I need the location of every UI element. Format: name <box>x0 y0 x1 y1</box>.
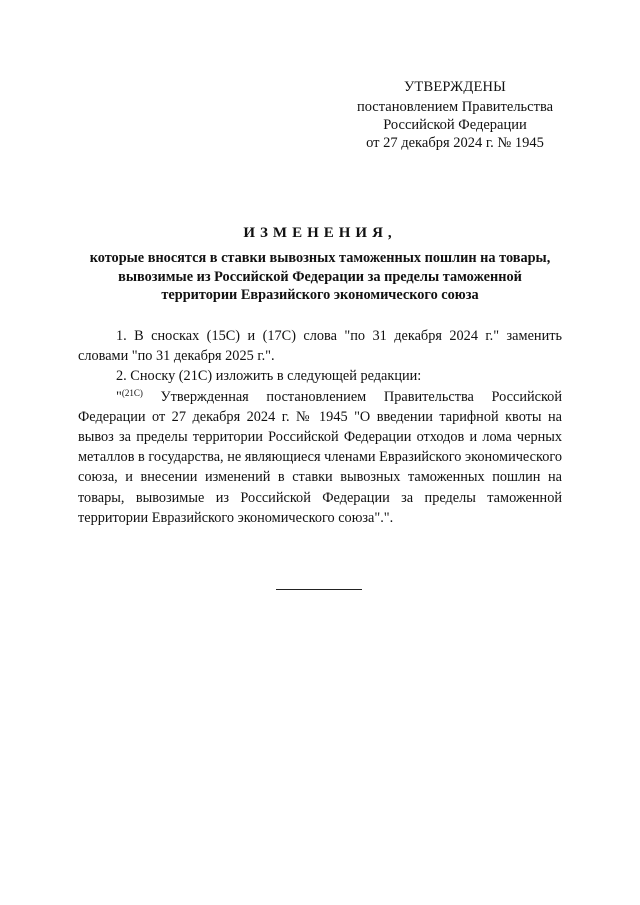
footnote-marker: (21С) <box>121 387 143 398</box>
paragraph-1: 1. В сносках (15С) и (17С) слова "по 31 декабря 2024 г." заменить словами "по 31 декабря 2025 г.". <box>78 328 562 365</box>
approval-block <box>330 78 580 152</box>
document-subtitle <box>62 249 578 305</box>
subtitle-line-2: вывозимые из Российской Федерации за пределы таможенной <box>118 268 522 285</box>
subtitle-line-3: территории Евразийского экономического союза <box>161 287 479 303</box>
paragraph-3-text: Утвержденная постановлением Правительства Российской Федерации от 27 декабря 2024 г. № 1945 "О введении тарифной квоты на вывоз за пределы территории Российской Федерации отходов и лома черных металлов в государства, не являющиеся членами Евразийского экономического союза, и внесении изменений в ставки вывозных таможенных пошлин на товары, вывозимые из Российской Федерации за пределы таможенной территории Евразийского экономического союза".". <box>78 388 562 526</box>
approval-line-3: от 27 декабря 2024 г. № 1945 <box>366 135 544 151</box>
document-title: ИЗМЕНЕНИЯ, <box>243 225 397 241</box>
approval-line-2: Российской Федерации <box>383 117 527 133</box>
quote-open: " <box>116 388 122 405</box>
closing-divider <box>276 589 362 590</box>
subtitle-line-1: которые вносятся в ставки вывозных таможенных пошлин на товары, <box>89 250 551 266</box>
approval-line-1: постановлением Правительства <box>356 99 554 115</box>
paragraph-3 <box>78 387 562 528</box>
paragraph-2: 2. Сноску (21С) изложить в следующей редакции: <box>116 368 422 385</box>
approval-heading: УТВЕРЖДЕНЫ <box>403 79 507 95</box>
document-body <box>78 326 562 528</box>
